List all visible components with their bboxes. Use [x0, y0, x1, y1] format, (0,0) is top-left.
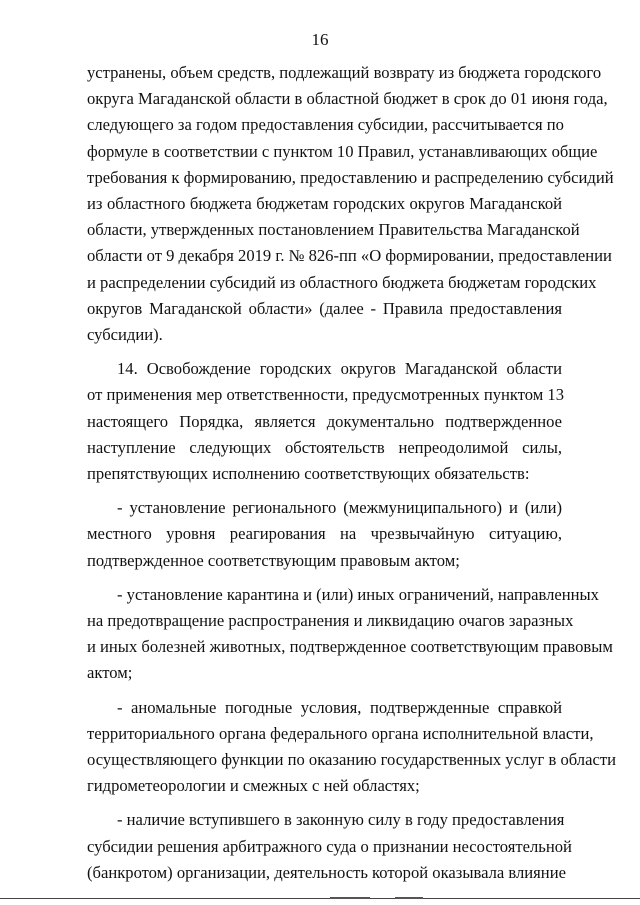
text-line: (банкротом) организации, деятельность которой оказывала влияние [87, 862, 566, 882]
text-line: субсидии решения арбитражного суда о признании несостоятельной [87, 836, 572, 856]
text-line: настоящего Порядка, является документально подтвержденное [87, 411, 562, 431]
text-line: и иных болезней животных, подтвержденное соответствующим правовым [87, 637, 613, 657]
paragraph [87, 807, 572, 886]
text-line: округа Магаданской области в областной бюджет в срок до 01 июня года, [87, 89, 608, 109]
text-line: актом; [87, 663, 133, 683]
paragraph [87, 582, 613, 687]
text-line: следующего за годом предоставления субсидии, рассчитывается по [87, 115, 564, 135]
paragraph-gap [87, 799, 562, 807]
paragraph-gap [87, 687, 562, 695]
paragraph [87, 695, 616, 800]
text-line: на предотвращение распространения и ликвидацию очагов заразных [87, 611, 574, 631]
text-line: - установление регионального (межмуниципального) и (или) [117, 498, 562, 518]
text-line: округов Магаданской области» (далее - Правила предоставления [87, 298, 562, 318]
paragraph [87, 60, 614, 348]
text-line: области от 9 декабря 2019 г. № 826-пп «О формировании, предоставлении [87, 246, 612, 266]
scan-edge-line [0, 898, 640, 899]
text-line: - наличие вступившего в законную силу в году предоставления [117, 810, 565, 830]
text-line: - аномальные погодные условия, подтвержденные справкой [117, 697, 562, 717]
paragraph-gap [87, 487, 562, 495]
text-line: и распределении субсидий из областного бюджета бюджетам городских [87, 272, 597, 292]
text-line: территориального органа федерального органа исполнительной власти, [87, 723, 594, 743]
text-line: местного уровня реагирования на чрезвычайную ситуацию, [87, 524, 562, 544]
text-line: 14. Освобождение городских округов Магаданской области [117, 359, 562, 379]
paragraph-gap [87, 348, 562, 356]
text-line: гидрометеорологии и смежных с ней областях; [87, 776, 420, 796]
text-line: - установление карантина и (или) иных ограничений, направленных [117, 584, 599, 604]
scan-edge-mark [330, 897, 370, 899]
text-line: требования к формированию, предоставлению и распределению субсидий [87, 167, 614, 187]
text-line: из областного бюджета бюджетам городских округов Магаданской [87, 194, 562, 214]
paragraph [87, 495, 562, 574]
paragraph-gap [87, 574, 562, 582]
text-line: препятствующих исполнению соответствующих обязательств: [87, 464, 530, 484]
text-line: подтвержденное соответствующим правовым актом; [87, 550, 460, 570]
text-line: осуществляющего функции по оказанию государственных услуг в области [87, 750, 616, 770]
text-line: наступление следующих обстоятельств непреодолимой силы, [87, 437, 562, 457]
text-line: от применения мер ответственности, предусмотренных пунктом 13 [87, 385, 565, 405]
scan-edge-mark [395, 897, 423, 899]
paragraph [87, 356, 565, 487]
text-line: формуле в соответствии с пунктом 10 Правил, устанавливающих общие [87, 141, 598, 161]
text-line: области, утвержденных постановлением Правительства Магаданской [87, 220, 580, 240]
page-number: 16 [311, 30, 329, 49]
text-line: субсидии). [87, 325, 163, 345]
text-line: устранены, объем средств, подлежащий возврату из бюджета городского [87, 63, 602, 82]
document-body [87, 60, 616, 886]
